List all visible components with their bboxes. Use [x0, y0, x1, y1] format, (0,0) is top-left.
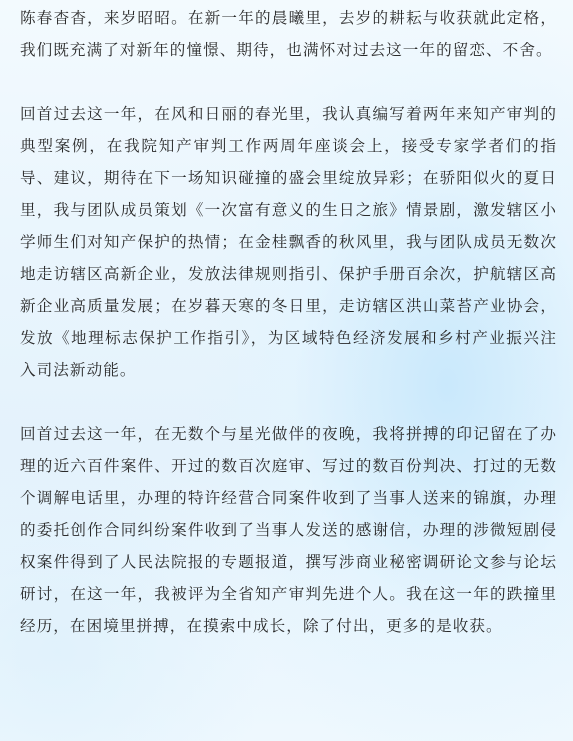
- paragraph-seasons-review: 回首过去这一年，在风和日丽的春光里，我认真编写着两年来知产审判的典型案例，在我院知产审判工作两周年座谈会上，接受专家学者们的指导、建议，期待在下一场知识碰撞的盛会里绽放异彩；在骄阳似火的夏日里，我与团队成员策划《一次富有意义的生日之旅》情景剧，激发辖区小学师生们对知产保护的热情；在金桂飘香的秋风里，我与团队成员无数次地走访辖区高新企业，发放法律规则指引、保护手册百余次，护航辖区高新企业高质量发展；在岁暮天寒的冬日里，走访辖区洪山菜苔产业协会，发放《地理标志保护工作指引》，为区域特色经济发展和乡村产业振兴注入司法新动能。: [20, 105, 557, 379]
- paragraph-casework-review: 回首过去这一年，在无数个与星光做伴的夜晚，我将拼搏的印记留在了办理的近六百件案件、开过的数百次庭审、写过的数百份判决、打过的无数个调解电话里，办理的特许经营合同案件收到了当事人送来的锦旗，办理的委托创作合同纠纷案件收到了当事人发送的感谢信，办理的涉微短剧侵权案件得到了人民法院报的专题报道，撰写涉商业秘密调研论文参与论坛研讨，在这一年，我被评为全省知产审判先进个人。我在这一年的跌撞里经历，在困境里拼搏，在摸索中成长，除了付出，更多的是收获。: [20, 425, 557, 635]
- paragraph-new-year: 陈春杳杳，来岁昭昭。在新一年的晨曦里，去岁的耕耘与收获就此定格，我们既充满了对新年的憧憬、期待，也满怀对过去这一年的留恋、不舍。: [20, 9, 557, 59]
